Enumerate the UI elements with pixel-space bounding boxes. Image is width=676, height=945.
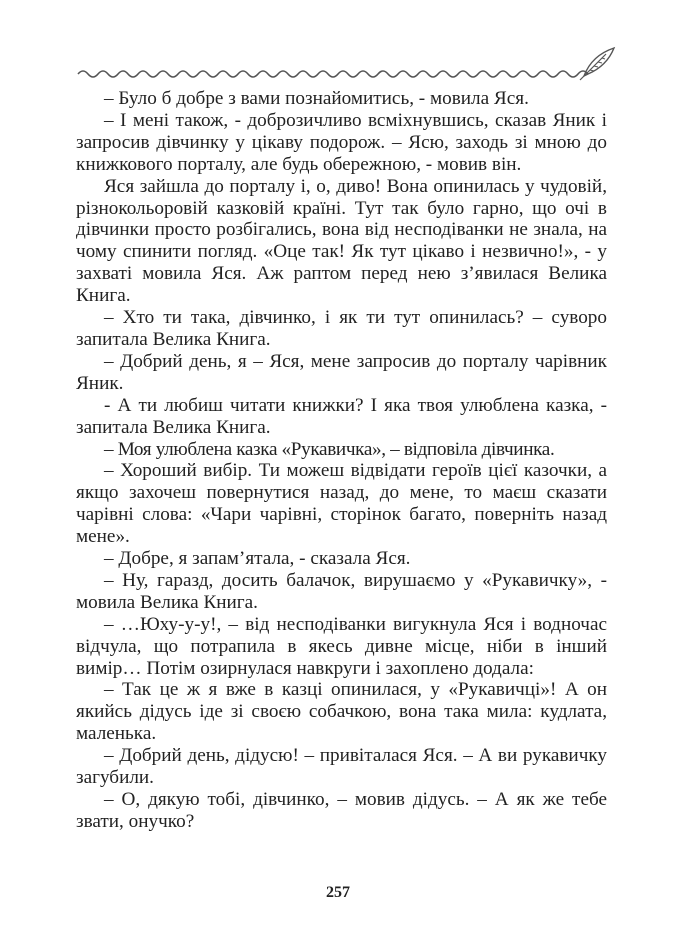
paragraph-10: – Ну, гаразд, досить балачок, вирушаємо у «Рукавичку», - мовила Велика Книга. xyxy=(76,569,607,613)
paragraph-12: – Так це ж я вже в казці опинилася, у «Рукавичці»! А он якийсь дідусь іде зі своєю собачкою, вона така мила: кудлата, маленька. xyxy=(76,679,607,745)
feather-quill-icon xyxy=(580,48,614,80)
paragraph-7: – Моя улюблена казка «Рукавичка», – відповіла дівчинка. xyxy=(104,438,555,460)
paragraph-1: – Було б добре з вами познайомитись, - мовила Яся. xyxy=(104,88,529,109)
story-text xyxy=(76,88,607,833)
paragraph-2: – І мені також, - доброзичливо всміхнувшись, сказав Яник і запросив дівчинку у цікаву подорож. – Ясю, заходь зі мною до книжкового порталу, але будь обережною, - мовив він. xyxy=(76,109,607,175)
paragraph-5: – Добрий день, я – Яся, мене запросив до порталу чарівник Яник. xyxy=(76,350,607,394)
paragraph-6: - А ти любиш читати книжки? І яка твоя улюблена казка, - запитала Велика Книга. xyxy=(76,394,607,438)
paragraph-9: – Добре, я запам’ятала, - сказала Яся. xyxy=(104,548,411,570)
paragraph-8: – Хороший вибір. Ти можеш відвідати героїв цієї казочки, а якщо захочеш повернутися назад, до мене, то маєш сказати чарівні слова: «Чари чарівні, сторінок багато, поверніть назад мене». xyxy=(76,460,607,548)
paragraph-11: – …Юху-у-у!, – від несподіванки вигукнула Яся і водночас відчула, що потрапила в якесь дивне місце, ніби в інший вимір… Потім озирнулася навкруги і захоплено додала: xyxy=(76,613,607,679)
wave-line-icon xyxy=(76,44,616,84)
paragraph-3: Яся зайшла до порталу і, о, диво! Вона опинилась у чудовій, різнокольоровій казковій країні. Тут так було гарно, що очі в дівчинки просто розбігались, вона від несподіванки не знала, на чому спинити погляд. «Оце так! Як тут цікаво і незвично!», - у захваті мовила Яся. Аж раптом перед нею з’явилася Велика Книга. xyxy=(76,175,607,307)
paragraph-13: – Добрий день, дідусю! – привіталася Яся. – А ви рукавичку загубили. xyxy=(76,745,607,789)
paragraph-4: – Хто ти така, дівчинко, і як ти тут опинилась? – суворо запитала Велика Книга. xyxy=(76,307,607,350)
header-ornament xyxy=(76,44,616,84)
page-number: 257 xyxy=(326,884,350,901)
paragraph-14: – О, дякую тобі, дівчинко, – мовив дідусь. – А як же тебе звати, онучко? xyxy=(76,789,607,832)
